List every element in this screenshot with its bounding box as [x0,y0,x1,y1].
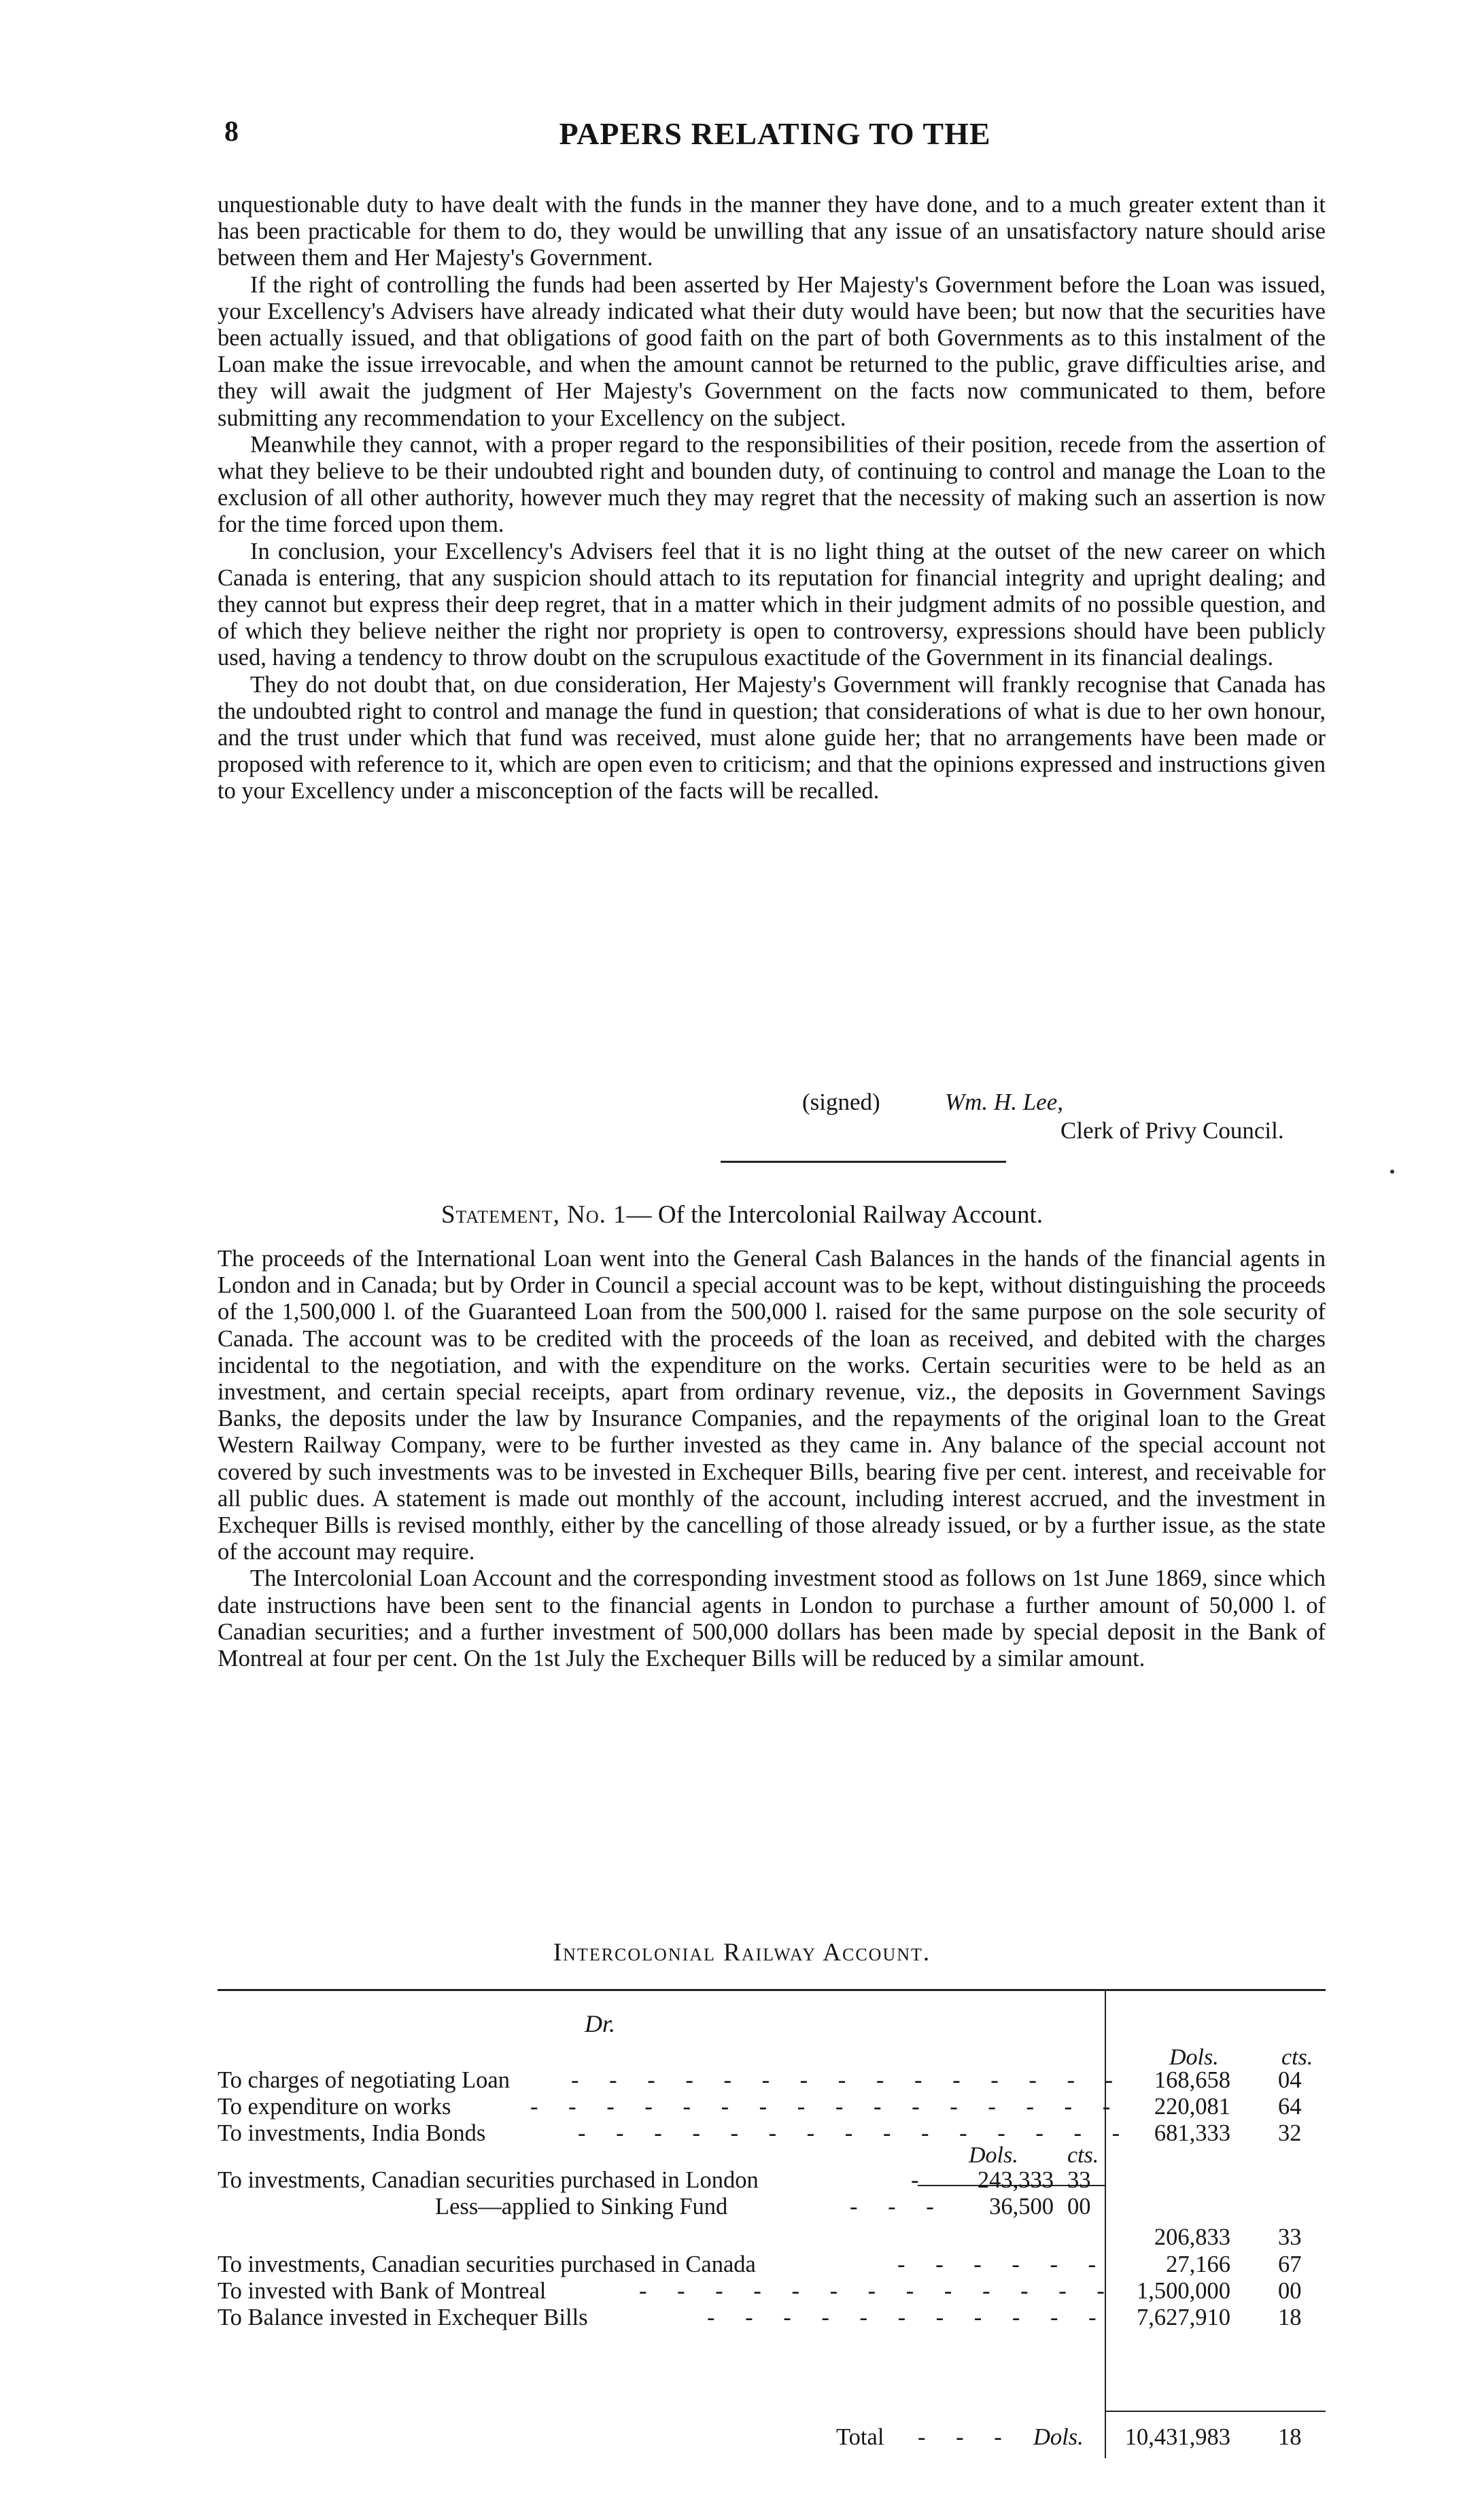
total-cts-value: 18 [1278,2424,1302,2450]
page-number: 8 [224,116,239,148]
leader-dashes: - - - [850,2194,946,2220]
sub-dols: 243,333 [977,2167,1054,2193]
stray-mark [1390,1170,1394,1174]
row-cts: 67 [1278,2251,1302,2277]
page-header [224,116,1326,163]
row-dols: 220,081 [1154,2094,1230,2120]
leader-dashes: - - - - - - - - - - - - - - - - [530,2094,1123,2120]
paragraph: In conclusion, your Excellency's Advisers feel that it is no light thing at the outset of the new career on which Canada is entering, that any suspicion should attach to its reputation for financial integrity and upright dealing; and they cannot but express their deep regret, that in a matter which in their judgment admits of no possible question, and of which they believe neither the right nor propriety is open to controversy, expressions should have been publicly used, having a tendency to throw doubt on the scrupulous exactitude of the Government in its financial dealings. [218,538,1326,671]
row-dols: 168,658 [1154,2067,1230,2093]
table-row [218,2067,1326,2094]
row-label: To investments, Canadian securities purchased in Canada [218,2251,756,2277]
paragraph: If the right of controlling the funds had been asserted by Her Majesty's Government before the Loan was issued, your Excellency's Advisers have already indicated what their duty would have been; but now that the securities have been actually issued, and that obligations of good faith on the part of both Governments as to this instalment of the Loan make the issue irrevocable, and when the amount cannot be returned to the public, grave difficulties arise, and they will await the judgment of Her Majesty's Government on the facts now communicated to them, before submitting any recommendation to your Excellency on the subject. [218,271,1326,431]
running-head: PAPERS RELATING TO THE [559,116,991,151]
account-table [218,1989,1326,2499]
table-row [218,2094,1326,2121]
total-row [218,2424,1326,2451]
row-label: To investments, Canadian securities purchased in London [218,2167,759,2193]
table-row [218,2278,1326,2305]
table-row [218,2167,1326,2194]
row-cts: 64 [1278,2094,1302,2120]
row-cts: 32 [1278,2120,1302,2146]
row-label: To charges of negotiating Loan [218,2067,510,2093]
dols-column-header: Dols. [1169,2045,1219,2070]
sub-dols-header: Dols. [969,2143,1018,2168]
table-row [218,2194,1326,2221]
account-title: Intercolonial Railway Account. [553,1939,931,1967]
total-rule [1105,2411,1326,2412]
sub-cts: 00 [1067,2194,1091,2220]
row-label: To invested with Bank of Montreal [218,2278,547,2304]
row-dols: 1,500,000 [1137,2278,1230,2304]
row-label: To investments, India Bonds [218,2120,486,2146]
paragraph: The Intercolonial Loan Account and the corresponding investment stood as follows on 1st June 1869, since which date instructions have been sent to the financial agents in London to purchase a further amount of 50,000 l. of Canadian securities; and a further investment of 500,000 dollars has been made by special deposit in the Bank of Montreal at four per cent. On the 1st July the Exchequer Bills will be reduced by a similar amount. [218,1565,1326,1672]
row-label: Less—applied to Sinking Fund [435,2194,728,2220]
table-row [218,2305,1326,2332]
row-label: To expenditure on works [218,2094,451,2120]
paragraph: Meanwhile they cannot, with a proper regard to the responsibilities of their position, recede from the assertion of what they believe to be their undoubted right and bounden duty, of continuing to control and manage the Loan to the exclusion of all other authority, however much they may regret that the necessity of making such an assertion is now for the time forced upon them. [218,431,1326,538]
statement-title: — Of the Intercolonial Railway Account. [626,1201,1043,1229]
signature-block [802,1088,1332,1145]
total-unit: Dols. [1033,2424,1084,2450]
row-dols: 7,627,910 [1137,2305,1230,2330]
sub-dols: 36,500 [989,2194,1054,2220]
table-top-rule [218,1989,1326,1991]
sub-cts-header: cts. [1067,2143,1099,2168]
cts-column-header: cts. [1281,2045,1313,2070]
sub-cts: 33 [1067,2167,1091,2193]
letter-body [218,192,1326,805]
statement-body [218,1246,1326,1672]
leader-dashes: - - - - - - - - - - - - - - - [571,2067,1126,2093]
paragraph: The proceeds of the International Loan went into the General Cash Balances in the hands of the financial agents in London and in Canada; but by Order in Council a special account was to be kept, without distinguishing the proceeds of the 1,500,000 l. of the Guaranteed Loan from the 500,000 l. raised for the same purpose on the sole security of Canada. The account was to be credited with the proceeds of the loan as received, and debited with the charges incidental to the negotiation, and with the expenditure on the works. Certain securities were to be held as an investment, and certain special receipts, apart from ordinary revenue, viz., the deposits in Government Savings Banks, the deposits under the law by Insurance Companies, and the repayments of the original loan to the Great Western Railway Company, were to be further invested as they came in. Any balance of the special account not covered by such investments was to be invested in Exchequer Bills, bearing five per cent. interest, and receivable for all public dues. A statement is made out monthly of the account, including interest accrued, and the investment in Exchequer Bills is revised monthly, either by the cancelling of those already issued, or by a further issue, as the state of the account may require. [218,1246,1326,1565]
debit-label: Dr. [585,2010,616,2037]
leader-dashes: - - - - - - - - - - - - - - - [578,2120,1133,2146]
row-cts: 18 [1278,2305,1302,2330]
leader-dashes: - - - - - - - - - - - [707,2305,1109,2330]
total-dols-value: 10,431,983 [1124,2424,1230,2450]
signatory-title: Clerk of Privy Council. [1060,1117,1284,1144]
row-dols: 681,333 [1154,2120,1230,2146]
row-dols: 27,166 [1166,2251,1230,2277]
section-divider [721,1161,1006,1163]
leader-dashes: - - - [918,2424,1014,2450]
row-dols: 206,833 [1154,2224,1230,2250]
table-row [218,2120,1326,2147]
row-label: To Balance invested in Exchequer Bills [218,2305,588,2330]
row-cts: 04 [1278,2067,1302,2093]
paragraph: They do not doubt that, on due consideration, Her Majesty's Government will frankly recognise that Canada has the undoubted right to control and manage the fund in question; that considerations of what is due to her own honour, and the trust under which that fund was received, must alone guide her; that no arrangements have been made or proposed with reference to it, which are open even to criticism; and that the opinions expressed and instructions given to your Excellency under a misconception of the facts will be recalled. [218,671,1326,804]
total-label: Total [836,2424,884,2450]
signatory-name: Wm. H. Lee, [945,1089,1063,1115]
table-row [218,2224,1326,2251]
signed-label: (signed) [802,1089,880,1115]
leader-dashes: - - - - - - [897,2251,1109,2277]
leader-dashes: - - - - - - - - - - - - - [639,2278,1117,2304]
paragraph: unquestionable duty to have dealt with the funds in the manner they have done, and to a much greater extent than it has been practicable for them to do, they would be unwilling that any issue of an unsatisfactory nature should arise between them and Her Majesty's Government. [218,192,1326,271]
column-rule [1105,1989,1106,2458]
table-row [218,2251,1326,2279]
statement-prefix: Statement, No. 1 [441,1201,627,1229]
row-cts: 33 [1278,2224,1302,2250]
statement-heading [0,1200,1484,1229]
leader-dashes: - [911,2167,931,2193]
row-cts: 00 [1278,2278,1302,2304]
